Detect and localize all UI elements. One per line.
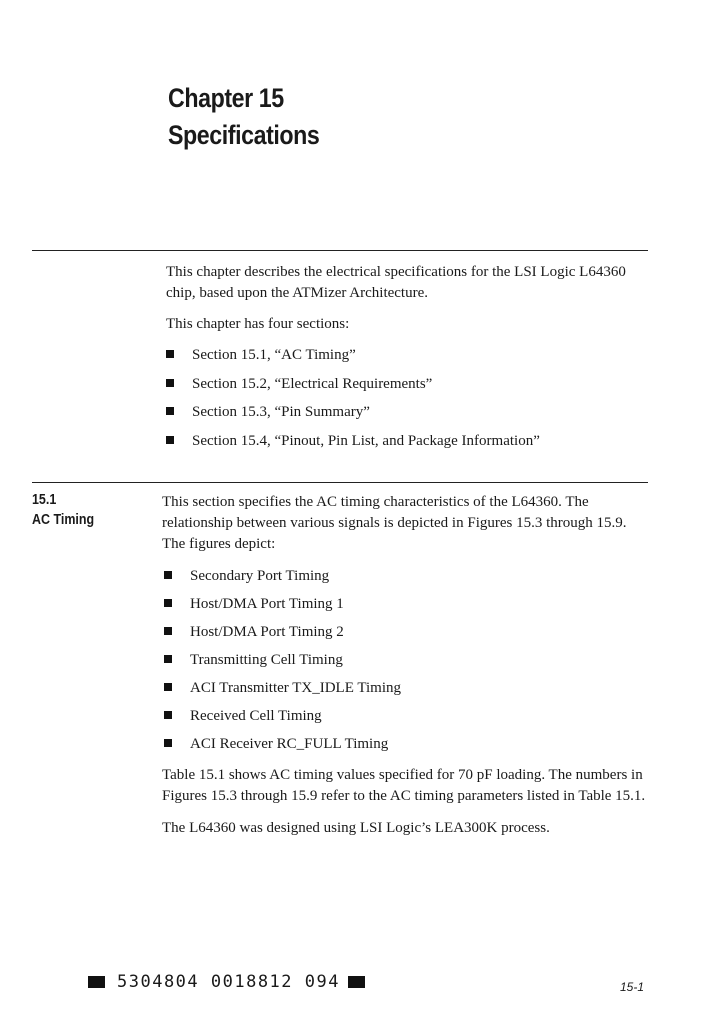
barcode-block-icon: [348, 976, 365, 988]
bullet-square-icon: [164, 599, 172, 607]
section-heading: [32, 490, 94, 530]
list-item: Secondary Port Timing: [164, 566, 648, 586]
section-body: [162, 492, 648, 850]
list-item: Host/DMA Port Timing 2: [164, 622, 648, 642]
list-item: ACI Transmitter TX_IDLE Timing: [164, 678, 648, 698]
list-item: Host/DMA Port Timing 1: [164, 594, 648, 614]
list-item: Received Cell Timing: [164, 706, 648, 726]
bullet-square-icon: [164, 739, 172, 747]
bullet-square-icon: [166, 407, 174, 415]
divider-rule: [32, 250, 648, 251]
page-number: 15-1: [620, 980, 645, 994]
list-item: ACI Receiver RC_FULL Timing: [164, 734, 648, 754]
intro-paragraph: This chapter describes the electrical specifications for the LSI Logic L64360 chip, based upon the ATMizer Architecture.: [166, 264, 626, 301]
list-item: Section 15.2, “Electrical Requirements”: [166, 374, 646, 394]
list-item: Section 15.4, “Pinout, Pin List, and Package Information”: [166, 431, 646, 451]
intro-sections-lead: This chapter has four sections:: [166, 316, 350, 332]
chapter-name: Specifications: [168, 120, 320, 150]
section-paragraph: Table 15.1 shows AC timing values specified for 70 pF loading. The numbers in Figures 15.3 through 15.9 refer to the AC timing parameters listed in Table 15.1.: [162, 767, 646, 804]
section-paragraph: The L64360 was designed using LSI Logic’s LEA300K process.: [162, 820, 550, 836]
bullet-square-icon: [164, 711, 172, 719]
chapter-number: Chapter 15: [168, 83, 284, 113]
bullet-square-icon: [166, 379, 174, 387]
section-title: AC Timing: [32, 512, 95, 528]
bullet-square-icon: [164, 683, 172, 691]
bullet-square-icon: [166, 436, 174, 444]
section-number: 15.1: [32, 492, 57, 508]
barcode-block-icon: [88, 976, 105, 988]
list-item: Section 15.1, “AC Timing”: [166, 345, 646, 365]
section-paragraph: This section specifies the AC timing characteristics of the L64360. The relationship between various signals is depicted in Figures 15.3 through 15.9. The figures depict:: [162, 494, 627, 552]
divider-rule: [32, 482, 648, 483]
barcode-text: 5304804 0018812 094: [117, 972, 340, 992]
bullet-square-icon: [164, 655, 172, 663]
intro-block: [166, 262, 646, 459]
bullet-square-icon: [164, 571, 172, 579]
list-item: Transmitting Cell Timing: [164, 650, 648, 670]
list-item: Section 15.3, “Pin Summary”: [166, 402, 646, 422]
figure-list: [164, 566, 648, 754]
intro-section-list: [166, 345, 646, 451]
chapter-title: [168, 80, 319, 154]
bullet-square-icon: [166, 350, 174, 358]
bullet-square-icon: [164, 627, 172, 635]
footer-barcode: [88, 972, 365, 992]
